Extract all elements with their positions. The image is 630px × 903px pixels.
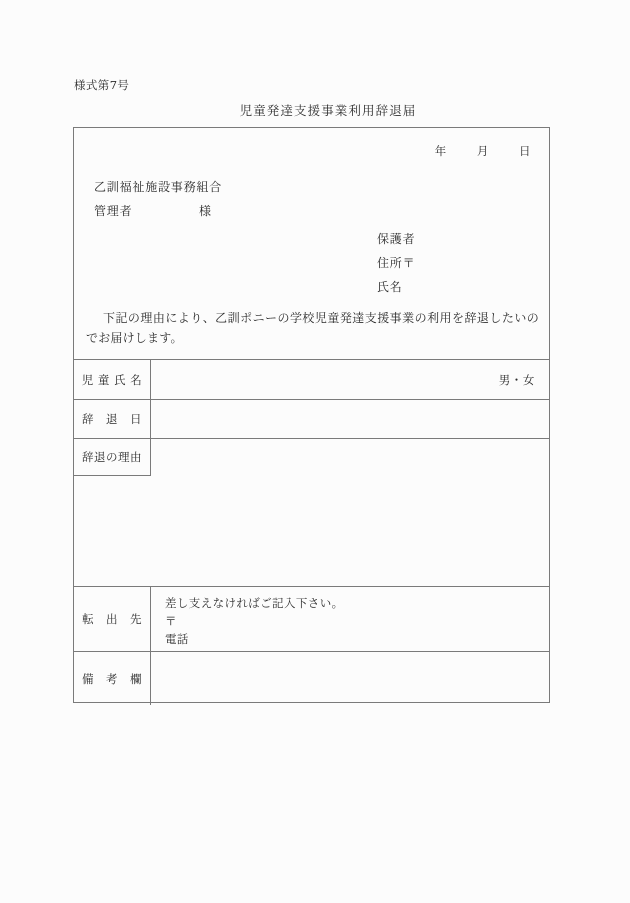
addressee-honorific: 様 bbox=[199, 204, 212, 218]
guardian-name-label: 氏名 bbox=[377, 280, 403, 294]
gender-options[interactable]: 男・女 bbox=[498, 372, 535, 387]
reason-label: 辞退の理由 bbox=[74, 439, 151, 476]
guardian-block bbox=[377, 227, 415, 299]
table-row-child-name bbox=[74, 360, 549, 400]
transfer-destination-note: 差し支えなければご記入下さい。 bbox=[165, 596, 344, 610]
transfer-destination-label: 転 出 先 bbox=[74, 587, 151, 651]
table-row-withdrawal-date bbox=[74, 400, 549, 439]
transfer-phone-label[interactable]: 電話 bbox=[165, 632, 189, 646]
remarks-field[interactable] bbox=[151, 652, 549, 705]
addressee-organization: 乙訓福祉施設事務組合 bbox=[94, 180, 223, 194]
transfer-destination-lines bbox=[165, 594, 344, 648]
child-name-field[interactable] bbox=[151, 360, 549, 399]
page-title: 児童発達支援事業利用辞退届 bbox=[239, 103, 417, 118]
table-row-remarks bbox=[74, 652, 549, 705]
addressee-role-line bbox=[94, 199, 222, 223]
month-label: 月 bbox=[476, 144, 489, 158]
guardian-address-label: 住所〒 bbox=[377, 256, 416, 270]
addressee-role: 管理者 bbox=[94, 204, 133, 218]
day-label: 日 bbox=[519, 144, 531, 158]
year-label: 年 bbox=[434, 144, 447, 158]
table-row-reason bbox=[74, 439, 549, 587]
form-box bbox=[73, 127, 550, 703]
date-line bbox=[435, 143, 531, 159]
statement-paragraph: 下記の理由により、乙訓ポニーの学校児童発達支援事業の利用を辞退したいのでお届けします。 bbox=[86, 311, 539, 345]
withdrawal-date-label: 辞 退 日 bbox=[74, 400, 151, 438]
transfer-destination-field[interactable] bbox=[151, 587, 549, 651]
intro-area bbox=[74, 128, 549, 360]
guardian-heading: 保護者 bbox=[377, 232, 416, 246]
transfer-postal-label[interactable]: 〒 bbox=[165, 614, 177, 628]
withdrawal-date-field[interactable] bbox=[151, 400, 549, 438]
table-row-transfer-destination bbox=[74, 587, 549, 652]
remarks-label: 備 考 欄 bbox=[74, 652, 151, 705]
addressee-block bbox=[94, 175, 222, 223]
form-code: 様式第7号 bbox=[74, 78, 130, 92]
child-name-label: 児 童 氏 名 bbox=[74, 360, 151, 399]
